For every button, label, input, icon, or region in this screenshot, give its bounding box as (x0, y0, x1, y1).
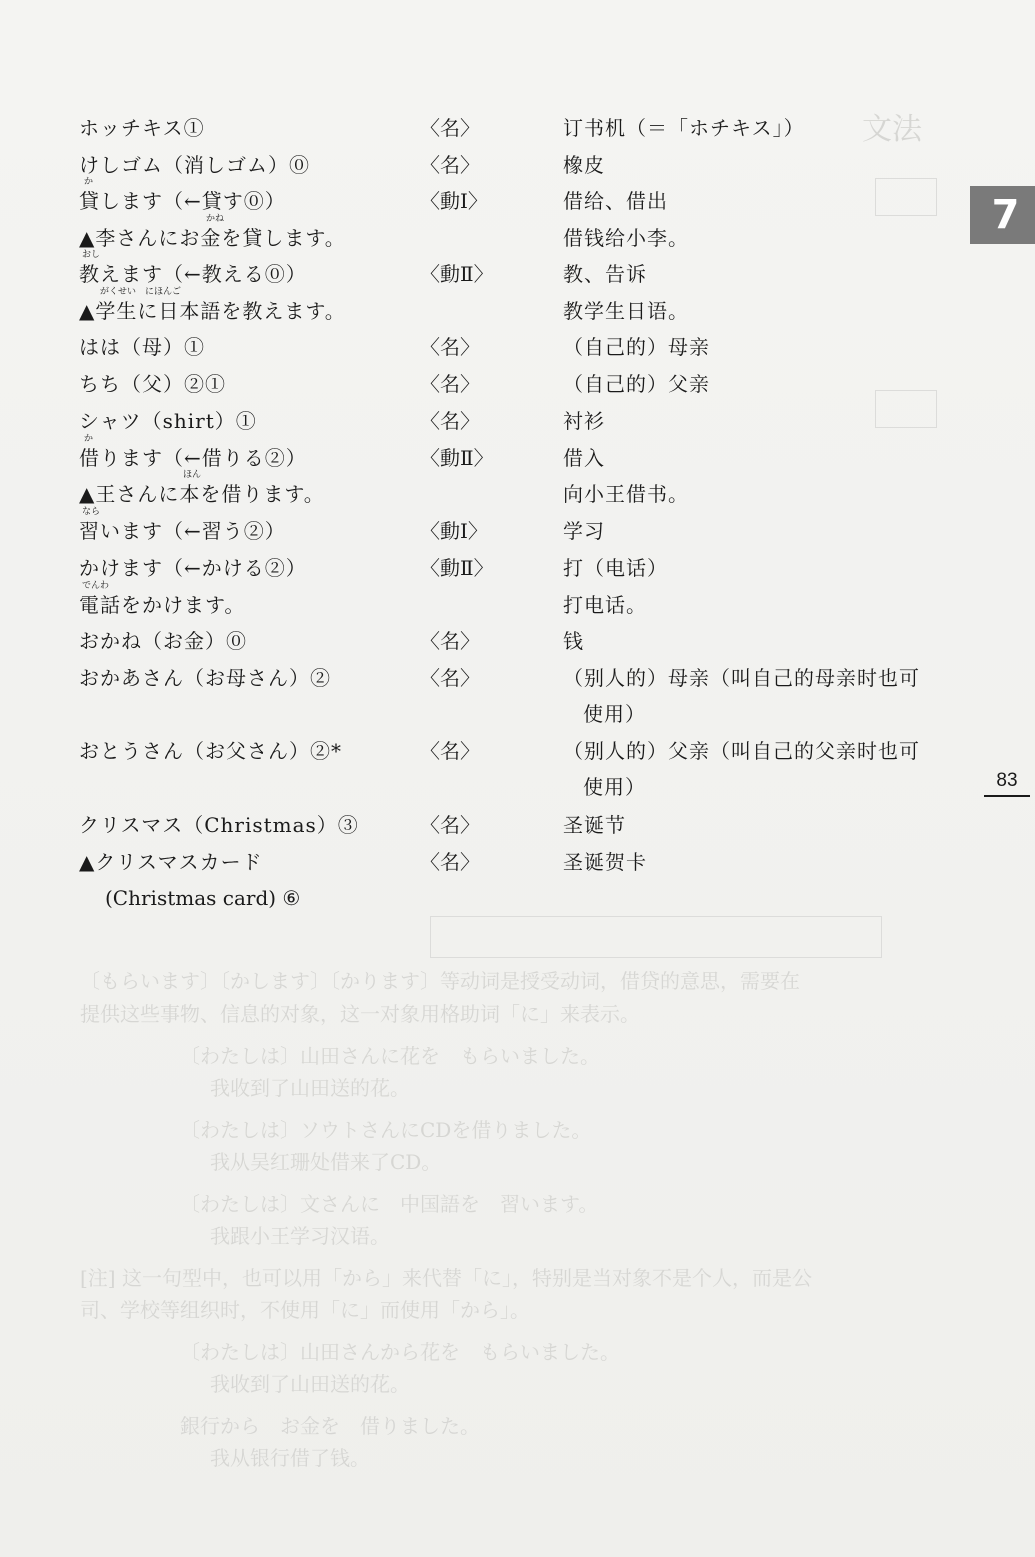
vocab-entry (0, 148, 960, 182)
ghost-text: 司、学校等组织时，不使用「に」而使用「から」。 (80, 1298, 530, 1322)
ghost-text: 我收到了山田送的花。 (210, 1076, 410, 1100)
vocab-meaning: 圣诞节 (563, 813, 626, 837)
furigana: か (84, 434, 94, 444)
part-of-speech: 〈名〉 (420, 409, 480, 433)
part-of-speech: 〈名〉 (420, 739, 480, 763)
ghost-text: 我从银行借了钱。 (210, 1446, 370, 1470)
furigana: おし (82, 250, 101, 260)
vocab-entry (0, 330, 960, 364)
vocab-entry (0, 177, 960, 218)
page-number: 83 (984, 770, 1030, 797)
vocab-meaning: 订书机（＝「ホチキス」） (563, 116, 805, 140)
part-of-speech: 〈名〉 (420, 153, 480, 177)
vocab-meaning: （自己的）母亲 (563, 335, 710, 359)
furigana: ほん (183, 470, 202, 480)
vocab-word: はは（母）① (79, 335, 205, 359)
example-translation: 向小王借书。 (563, 482, 689, 506)
furigana: なら (82, 507, 101, 517)
vocab-entry (0, 734, 960, 804)
example-sentence: ▲王さんに本を借ります。 (79, 482, 325, 506)
part-of-speech: 〈動Ⅱ〉 (420, 556, 494, 580)
furigana: か (84, 177, 94, 187)
vocab-entry (0, 507, 960, 548)
example-sentence: ▲李さんにお金を貸します。 (79, 226, 346, 250)
ghost-text: 我收到了山田送的花。 (210, 1372, 410, 1396)
furigana: でんわ (82, 581, 110, 591)
vocab-example (0, 214, 960, 255)
vocab-word: かけます（←かける②） (79, 556, 307, 580)
part-of-speech: 〈名〉 (420, 335, 480, 359)
part-of-speech: 〈名〉 (420, 372, 480, 396)
ghost-text: 〔わたしは〕山田さんに花を もらいました。 (180, 1044, 600, 1068)
furigana: かね (206, 214, 225, 224)
example-sentence: ▲学生に日本語を教えます。 (79, 299, 346, 323)
vocab-meaning: 打（电话） (563, 556, 668, 580)
vocab-meaning: 钱 (563, 629, 584, 653)
vocab-word: おかね（お金）⓪ (79, 629, 247, 653)
vocab-word: ▲クリスマスカード (79, 850, 263, 874)
example-translation: 打电话。 (563, 593, 647, 617)
part-of-speech: 〈名〉 (420, 629, 480, 653)
vocab-example (0, 287, 960, 328)
part-of-speech: 〈動Ⅰ〉 (420, 519, 488, 543)
part-of-speech: 〈名〉 (420, 850, 480, 874)
vocab-word: おかあさん（お母さん）② (79, 666, 331, 690)
vocab-word: ホッチキス① (79, 116, 205, 140)
vocab-word-continued: (Christmas card) ⑥ (105, 886, 301, 910)
vocab-word: 習います（←習う②） (79, 519, 286, 543)
vocab-example (0, 470, 960, 511)
vocab-meaning: （别人的）母亲（叫自己的母亲时也可 (563, 666, 920, 690)
example-sentence: 電話をかけます。 (79, 593, 246, 617)
vocab-entry (0, 367, 960, 401)
vocab-word: 借ります（←借りる②） (79, 446, 307, 470)
ghost-text: 我从吴红珊处借来了CD。 (210, 1150, 442, 1174)
vocab-entry (0, 845, 960, 915)
vocab-entry (0, 808, 960, 842)
vocab-example (0, 581, 960, 622)
example-translation: 教学生日语。 (563, 299, 689, 323)
vocab-entry (0, 551, 960, 585)
vocab-entry (0, 111, 960, 145)
vocab-word: 教えます（←教える⓪） (79, 262, 307, 286)
vocab-meaning: （别人的）父亲（叫自己的父亲时也可 (563, 739, 920, 763)
part-of-speech: 〈動Ⅰ〉 (420, 189, 488, 213)
vocab-entry (0, 434, 960, 475)
vocab-word: けしゴム（消しゴム）⓪ (79, 153, 310, 177)
vocab-meaning-continued: 使用） (583, 702, 646, 726)
vocab-meaning: 借给、借出 (563, 189, 668, 213)
example-translation: 借钱给小李。 (563, 226, 689, 250)
part-of-speech: 〈名〉 (420, 666, 480, 690)
vocab-word: シャツ（shirt）① (79, 409, 257, 433)
vocab-word: クリスマス（Christmas）③ (79, 813, 359, 837)
vocab-entry (0, 250, 960, 291)
part-of-speech: 〈名〉 (420, 813, 480, 837)
ghost-text: 〔わたしは〕山田さんから花を もらいました。 (180, 1340, 620, 1364)
ghost-text: 提供这些事物、信息的对象，这一对象用格助词「に」来表示。 (80, 1002, 640, 1026)
vocab-word: 貸します（←貸す⓪） (79, 189, 286, 213)
furigana: がくせい にほんご (100, 287, 182, 297)
vocab-meaning: （自己的）父亲 (563, 372, 710, 396)
vocab-meaning: 借入 (563, 446, 605, 470)
vocab-entry (0, 661, 960, 731)
vocab-meaning: 教、告诉 (563, 262, 647, 286)
vocab-entry (0, 624, 960, 658)
ghost-text: 文法 (862, 112, 922, 147)
ghost-text: 〔わたしは〕文さんに 中国語を 習います。 (180, 1192, 599, 1216)
part-of-speech: 〈名〉 (420, 116, 480, 140)
vocab-word: ちち（父）②① (79, 372, 226, 396)
vocab-meaning: 学习 (563, 519, 605, 543)
vocab-entry (0, 404, 960, 438)
ghost-text: 〔わたしは〕ソウトさんにCDを借りました。 (180, 1118, 592, 1142)
ghost-text: [注] 这一句型中，也可以用「から」来代替「に」，特别是当对象不是个人，而是公 (80, 1266, 812, 1290)
vocab-meaning-continued: 使用） (583, 775, 646, 799)
part-of-speech: 〈動Ⅱ〉 (420, 446, 494, 470)
ghost-box (430, 916, 882, 958)
chapter-tab: 7 (970, 186, 1035, 244)
ghost-text: 〔もらいます〕〔かします〕〔かります〕等动词是授受动词，借贷的意思，需要在 (80, 969, 800, 993)
vocab-word: おとうさん（お父さん）②* (79, 739, 342, 763)
part-of-speech: 〈動Ⅱ〉 (420, 262, 494, 286)
ghost-text: 我跟小王学习汉语。 (210, 1224, 390, 1248)
vocab-meaning: 橡皮 (563, 153, 605, 177)
ghost-text: 銀行から お金を 借りました。 (180, 1414, 480, 1438)
vocab-meaning: 圣诞贺卡 (563, 850, 647, 874)
vocab-meaning: 衬衫 (563, 409, 605, 433)
